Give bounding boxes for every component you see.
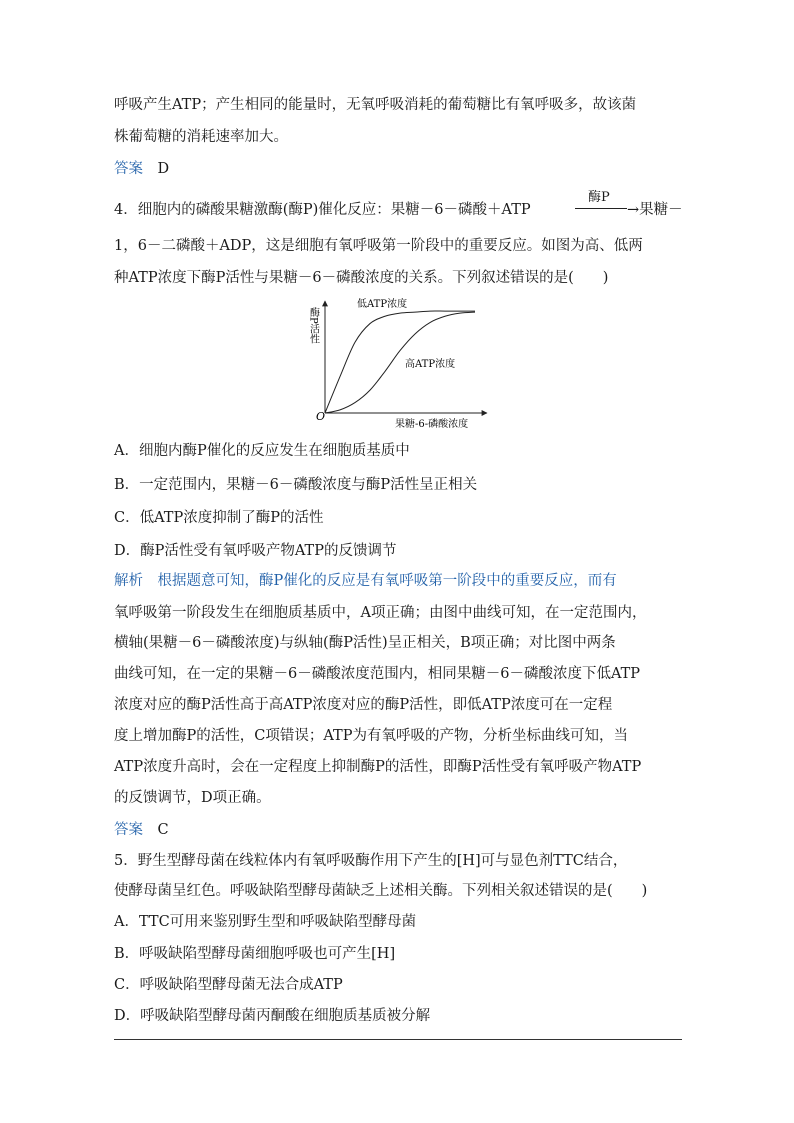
- enzyme-over-arrow: 酶P: [588, 190, 610, 205]
- q4-option-b: B．一定范围内，果糖－6－磷酸浓度与酶P活性呈正相关: [114, 477, 478, 493]
- analysis-line-7: ATP浓度升高时，会在一定程度上抑制酶P的活性，即酶P活性受有氧呼吸产物ATP: [114, 759, 642, 775]
- q4-option-d: D．酶P活性受有氧呼吸产物ATP的反馈调节: [114, 543, 397, 559]
- analysis-line-1: 解析 根据题意可知，酶P催化的反应是有氧呼吸第一阶段中的重要反应，而有: [114, 573, 617, 589]
- answer-label: 答案: [114, 161, 143, 177]
- answer-value: D: [157, 161, 170, 177]
- answer-value: C: [157, 822, 169, 838]
- q4-option-c: C．低ATP浓度抑制了酶P的活性: [114, 510, 324, 526]
- answer-label: 答案: [114, 822, 143, 838]
- q5-option-d: D．呼吸缺陷型酵母菌丙酮酸在细胞质基质被分解: [114, 1008, 431, 1024]
- q4-stem-line-2: 1，6－二磷酸＋ADP，这是细胞有氧呼吸第一阶段中的重要反应。如图为高、低两: [114, 238, 643, 254]
- analysis-line-8: 的反馈调节，D项正确。: [114, 790, 271, 806]
- q5-stem-line-2: 使酵母菌呈红色。呼吸缺陷型酵母菌缺乏上述相关酶。下列相关叙述错误的是( ): [114, 883, 648, 899]
- q5-option-b: B．呼吸缺陷型酵母菌细胞呼吸也可产生[H]: [114, 946, 396, 962]
- answer-prev: [114, 159, 169, 179]
- q5-stem-line-1: 5．野生型酵母菌在线粒体内有氧呼吸酶作用下产生的[H]可与显色剂TTC结合，: [114, 853, 628, 869]
- origin-label: O: [316, 410, 326, 423]
- x-axis-label: 果糖-6-磷酸浓度: [395, 419, 469, 430]
- series-label-high-atp: 高ATP浓度: [405, 359, 456, 370]
- arrow-tail: →果糖－: [627, 202, 683, 218]
- y-axis-label: 酶P活性: [307, 307, 319, 344]
- analysis-line-6: 度上增加酶P的活性，C项错误；ATP为有氧呼吸的产物，分析坐标曲线可知，当: [114, 728, 628, 744]
- analysis-line-2: 氧呼吸第一阶段发生在细胞质基质中，A项正确；由图中曲线可知，在一定范围内，: [114, 605, 647, 621]
- analysis-line-3: 横轴(果糖－6－磷酸浓度)与纵轴(酶P活性)呈正相关，B项正确；对比图中两条: [114, 635, 616, 651]
- reaction-arrow: [575, 200, 683, 220]
- q4-stem-line-1: 4．细胞内的磷酸果糖激酶(酶P)催化反应：果糖－6－磷酸＋ATP: [114, 202, 531, 218]
- analysis-line-4: 曲线可知，在一定的果糖－6－磷酸浓度范围内，相同果糖－6－磷酸浓度下低ATP: [114, 666, 641, 682]
- q4-stem-line-3: 种ATP浓度下酶P活性与果糖－6－磷酸浓度的关系。下列叙述错误的是( ): [114, 270, 609, 286]
- intro-line-1: 呼吸产生ATP；产生相同的能量时，无氧呼吸消耗的葡萄糖比有氧呼吸多，故该菌: [114, 97, 637, 113]
- bottom-divider: [114, 1039, 682, 1040]
- answer-q4: [114, 820, 169, 840]
- enzyme-activity-chart: [305, 295, 495, 435]
- series-label-low-atp: 低ATP浓度: [357, 299, 408, 310]
- q5-option-a: A．TTC可用来鉴别野生型和呼吸缺陷型酵母菌: [114, 914, 417, 930]
- intro-line-2: 株葡萄糖的消耗速率加大。: [114, 129, 288, 145]
- q5-option-c: C．呼吸缺陷型酵母菌无法合成ATP: [114, 977, 343, 993]
- analysis-line-5: 浓度对应的酶P活性高于高ATP浓度对应的酶P活性，即低ATP浓度可在一定程: [114, 697, 613, 713]
- q4-option-a: A．细胞内酶P催化的反应发生在细胞质基质中: [114, 443, 410, 459]
